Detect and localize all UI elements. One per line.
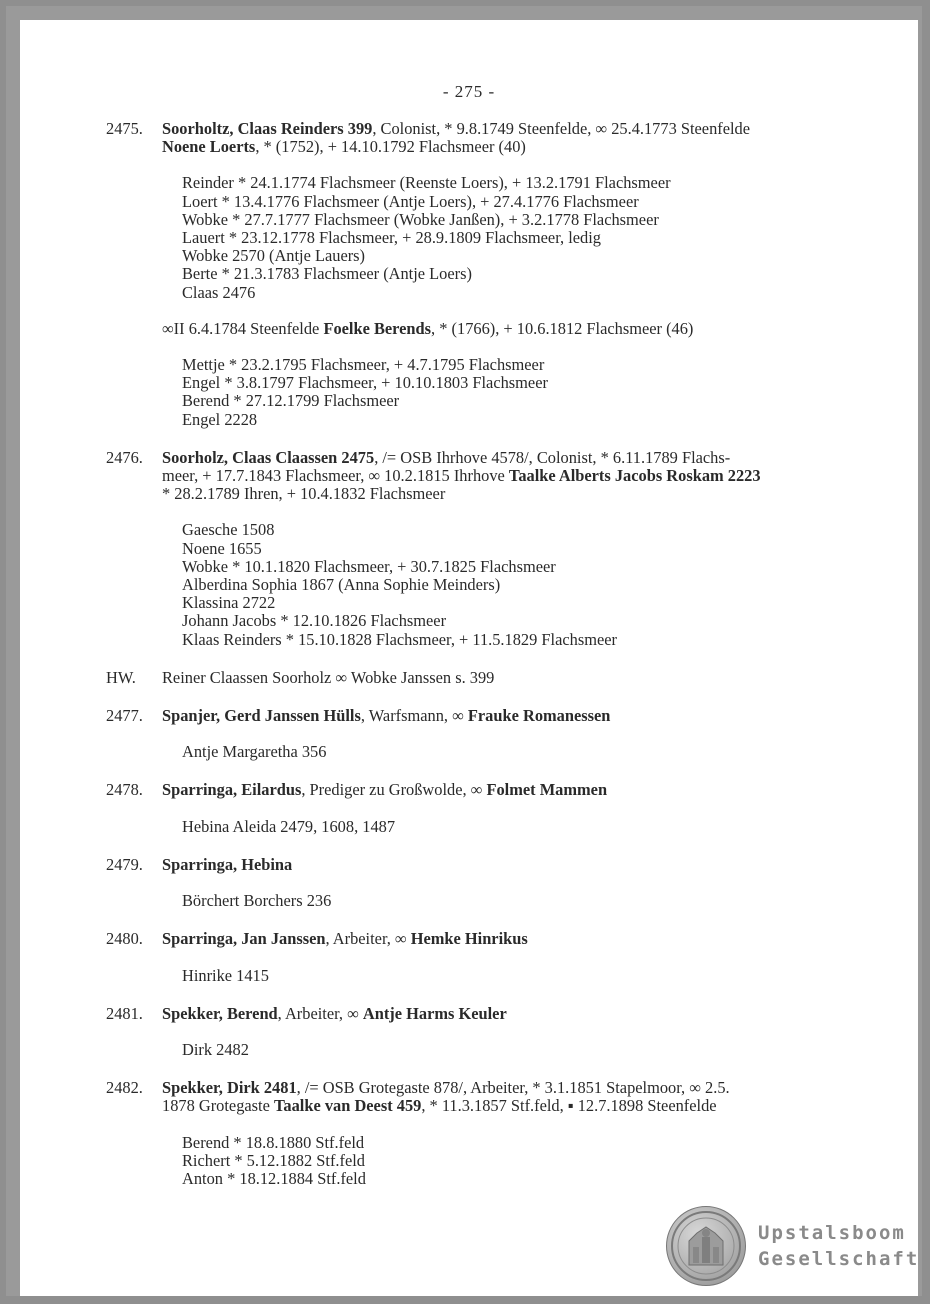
logo-text (758, 1220, 919, 1272)
child-item: Klassina 2722 (182, 593, 276, 613)
entry-number: 2478. (106, 780, 143, 800)
entry-text: , Prediger zu Großwolde, ∞ (301, 780, 487, 800)
child-item: Antje Margaretha 356 (182, 742, 327, 762)
entry-HW (106, 669, 876, 687)
page-frame (6, 6, 922, 1296)
entry-heading (162, 449, 876, 504)
entry-line (162, 707, 876, 725)
entry-line (162, 485, 876, 503)
society-logo (666, 1206, 926, 1286)
entry-2479 (106, 856, 876, 910)
children-list (162, 967, 876, 985)
entry-name-bold: Soorholz, Claas Claassen 2475 (162, 447, 375, 467)
child-item: Loert * 13.4.1776 Flachsmeer (Antje Loers), + 27.4.1776 Flachsmeer (182, 191, 639, 211)
entry-name-bold: Sparringa, Eilardus (162, 780, 302, 800)
entry-name-bold: Antje Harms Keuler (362, 1003, 507, 1023)
entry-name-bold: Sparringa, Jan Janssen (162, 929, 326, 949)
entry-text: Reiner Claassen Soorholz ∞ Wobke Janssen s. 399 (162, 667, 495, 687)
child-item: Mettje * 23.2.1795 Flachsmeer, + 4.7.1795 Flachsmeer (182, 355, 545, 375)
entry-text: , Arbeiter, ∞ (325, 929, 411, 949)
child-item: Hinrike 1415 (182, 965, 269, 985)
entry-line (162, 781, 876, 799)
children-list (162, 818, 876, 836)
entry-name-bold: Hemke Hinrikus (410, 929, 528, 949)
logo-line-1: Upstalsboom (758, 1222, 906, 1244)
entry-name-bold: Folmet Mammen (486, 780, 608, 800)
entry-heading (162, 1079, 876, 1115)
entry-name-bold: Sparringa, Hebina (162, 854, 293, 874)
document-page (20, 20, 918, 1296)
entry-number: 2481. (106, 1003, 143, 1023)
entry-name-bold: Soorholtz, Claas Reinders 399 (162, 119, 373, 138)
entry-number: HW. (106, 667, 136, 687)
entries-list (106, 120, 876, 1208)
entry-2481 (106, 1005, 876, 1059)
entry-line (162, 1079, 876, 1097)
entry-body (162, 449, 876, 649)
logo-line-2: Gesellschaft (758, 1248, 920, 1270)
entry-heading (162, 781, 876, 799)
entry-heading (162, 669, 876, 687)
entry-2476 (106, 449, 876, 649)
children-list (162, 743, 876, 761)
children-list (162, 521, 876, 648)
entry-name-bold: Frauke Romanessen (467, 706, 611, 726)
entry-text: , * 11.3.1857 Stf.feld, ▪ 12.7.1898 Steenfelde (421, 1096, 717, 1116)
entry-heading (162, 930, 876, 948)
entry-text: ∞II 6.4.1784 Steenfelde (162, 318, 324, 338)
child-item: Johann Jacobs * 12.10.1826 Flachsmeer (182, 611, 447, 631)
entry-body (162, 120, 876, 429)
entry-number: 2477. (106, 706, 143, 726)
child-item: Claas 2476 (182, 282, 256, 302)
child-item: Lauert * 23.12.1778 Flachsmeer, + 28.9.1809 Flachsmeer, ledig (182, 228, 601, 248)
children-list (162, 356, 876, 429)
entry-name-bold: Foelke Berends (323, 318, 432, 338)
entry-body (162, 1005, 876, 1059)
child-item: Berend * 18.8.1880 Stf.feld (182, 1132, 365, 1152)
entry-body (162, 781, 876, 835)
entry-heading (162, 120, 876, 156)
entry-line (162, 1005, 876, 1023)
children-list (162, 1134, 876, 1189)
entry-line (162, 669, 876, 687)
second-marriage (162, 320, 876, 338)
entry-line (162, 856, 876, 874)
child-item: Reinder * 24.1.1774 Flachsmeer (Reenste Loers), + 13.2.1791 Flachsmeer (182, 173, 671, 193)
entry-body (162, 1079, 876, 1188)
child-item: Alberdina Sophia 1867 (Anna Sophie Meinders) (182, 575, 501, 595)
entry-2478 (106, 781, 876, 835)
child-item: Hebina Aleida 2479, 1608, 1487 (182, 816, 396, 836)
entry-name-bold: Noene Loerts (162, 137, 256, 157)
entry-line (162, 320, 876, 338)
entry-name-bold: Taalke Alberts Jacobs Roskam 2223 (508, 466, 761, 486)
entry-number: 2480. (106, 929, 143, 949)
entry-number: 2476. (106, 447, 143, 467)
page-number: - 275 - (442, 82, 496, 101)
entry-text: , /= OSB Grotegaste 878/, Arbeiter, * 3.1.1851 Stapelmoor, ∞ 2.5. (296, 1078, 730, 1098)
child-item: Anton * 18.12.1884 Stf.feld (182, 1168, 366, 1188)
child-item: Berte * 21.3.1783 Flachsmeer (Antje Loers) (182, 264, 472, 284)
entry-heading (162, 856, 876, 874)
entry-name-bold: Spanjer, Gerd Janssen Hülls (162, 706, 361, 726)
entry-line (162, 930, 876, 948)
child-item: Engel 2228 (182, 409, 258, 429)
entry-text: * 28.2.1789 Ihren, + 10.4.1832 Flachsmeer (162, 484, 446, 504)
entry-text: , Arbeiter, ∞ (277, 1003, 363, 1023)
child-item: Engel * 3.8.1797 Flachsmeer, + 10.10.1803 Flachsmeer (182, 373, 548, 393)
entry-heading (162, 1005, 876, 1023)
entry-text: meer, + 17.7.1843 Flachsmeer, ∞ 10.2.1815 Ihrhove (162, 466, 509, 486)
entry-line (162, 120, 876, 138)
entry-2480 (106, 930, 876, 984)
entry-text: , Warfsmann, ∞ (360, 706, 468, 726)
entry-body (162, 669, 876, 687)
seal-icon (666, 1206, 746, 1286)
entry-line (162, 138, 876, 156)
child-item: Wobke * 10.1.1820 Flachsmeer, + 30.7.1825 Flachsmeer (182, 556, 556, 576)
entry-number: 2479. (106, 854, 143, 874)
entry-text: , Colonist, * 9.8.1749 Steenfelde, ∞ 25.4.1773 Steenfelde (372, 119, 751, 138)
child-item: Klaas Reinders * 15.10.1828 Flachsmeer, + 11.5.1829 Flachsmeer (182, 629, 617, 649)
entry-2475 (106, 120, 876, 429)
children-list (162, 174, 876, 301)
child-item: Dirk 2482 (182, 1039, 249, 1059)
entry-heading (162, 707, 876, 725)
entry-name-bold: Spekker, Dirk 2481 (162, 1078, 297, 1098)
child-item: Wobke 2570 (Antje Lauers) (182, 246, 366, 266)
entry-name-bold: Taalke van Deest 459 (273, 1096, 422, 1116)
entry-text: , * (1752), + 14.10.1792 Flachsmeer (40) (255, 137, 526, 157)
entry-text: , /= OSB Ihrhove 4578/, Colonist, * 6.11.1789 Flachs- (374, 447, 731, 467)
entry-number: 2482. (106, 1078, 143, 1098)
children-list (162, 1041, 876, 1059)
children-list (162, 892, 876, 910)
entry-line (162, 449, 876, 467)
entry-body (162, 707, 876, 761)
entry-2477 (106, 707, 876, 761)
child-item: Noene 1655 (182, 538, 262, 558)
entry-2482 (106, 1079, 876, 1188)
entry-text: 1878 Grotegaste (162, 1096, 274, 1116)
child-item: Berend * 27.12.1799 Flachsmeer (182, 391, 400, 411)
child-item: Gaesche 1508 (182, 520, 275, 540)
child-item: Richert * 5.12.1882 Stf.feld (182, 1150, 366, 1170)
entry-line (162, 1097, 876, 1115)
entry-body (162, 856, 876, 910)
entry-name-bold: Spekker, Berend (162, 1003, 278, 1023)
entry-number: 2475. (106, 119, 143, 138)
entry-text: , * (1766), + 10.6.1812 Flachsmeer (46) (431, 318, 694, 338)
child-item: Wobke * 27.7.1777 Flachsmeer (Wobke Janßen), + 3.2.1778 Flachsmeer (182, 209, 659, 229)
child-item: Börchert Borchers 236 (182, 891, 332, 911)
entry-body (162, 930, 876, 984)
entry-line (162, 467, 876, 485)
